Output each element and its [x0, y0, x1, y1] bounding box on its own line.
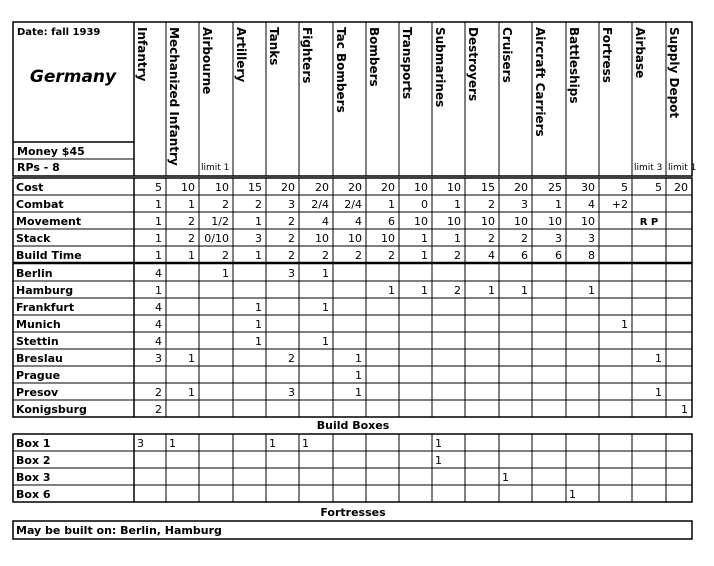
stat-row-value: 3 — [255, 232, 262, 245]
city-row-value: 2 — [454, 284, 461, 297]
stat-row-value: 6 — [555, 249, 562, 262]
stat-row-value: 2 — [222, 198, 229, 211]
build-box-value: 1 — [302, 437, 309, 450]
unit-name-14: Battleships — [567, 27, 581, 104]
city-row-value: 1 — [155, 284, 162, 297]
stat-row-label: Movement — [16, 215, 82, 228]
build-box-value: 3 — [137, 437, 144, 450]
city-row-label: Stettin — [16, 335, 59, 348]
stat-row-value: 1/2 — [211, 215, 229, 228]
stat-row-value: 20 — [348, 181, 362, 194]
build-box-value: 1 — [435, 454, 442, 467]
money-label: Money $45 — [17, 145, 85, 158]
stat-row-label: Cost — [16, 181, 44, 194]
stat-row-value: 10 — [348, 232, 362, 245]
stat-row-value: 5 — [155, 181, 162, 194]
stat-row-value: 1 — [421, 232, 428, 245]
stat-row-value: 10 — [481, 215, 495, 228]
stat-row-value: 2 — [288, 249, 295, 262]
city-row-value: 1 — [355, 386, 362, 399]
stat-row-value: 2 — [188, 232, 195, 245]
stat-row-value: 3 — [588, 232, 595, 245]
stat-row-value: 2 — [288, 232, 295, 245]
city-row-label: Konigsburg — [16, 403, 87, 416]
stat-row-value: 10 — [581, 215, 595, 228]
stat-row-value: 20 — [315, 181, 329, 194]
build-box-label: Box 3 — [16, 471, 51, 484]
city-row-value: 1 — [655, 386, 662, 399]
city-row-value: 1 — [681, 403, 688, 416]
city-row-value: 1 — [188, 352, 195, 365]
unit-name-10: Submarines — [433, 27, 447, 108]
stat-row-value: 10 — [548, 215, 562, 228]
rps-label: RPs - 8 — [17, 161, 60, 174]
stat-row-value: 10 — [414, 215, 428, 228]
city-row-value: 1 — [355, 352, 362, 365]
city-row-label: Munich — [16, 318, 61, 331]
unit-name-17: Supply Depot — [667, 27, 681, 119]
stat-row-value: 4 — [322, 215, 329, 228]
stat-row-value: 10 — [447, 215, 461, 228]
stat-row-value: 10 — [315, 232, 329, 245]
stat-row-value: 0/10 — [204, 232, 229, 245]
unit-name-4: Artillery — [234, 27, 248, 83]
stat-row-value: 10 — [181, 181, 195, 194]
stat-row-value: 1 — [155, 249, 162, 262]
build-box-value: 1 — [169, 437, 176, 450]
stat-row-value: 6 — [521, 249, 528, 262]
city-row-value: 3 — [288, 267, 295, 280]
stat-row-value: 1 — [188, 249, 195, 262]
stat-row-value: 1 — [155, 232, 162, 245]
city-row-value: 1 — [322, 335, 329, 348]
build-box-value: 1 — [435, 437, 442, 450]
stat-row-value: 10 — [447, 181, 461, 194]
unit-limit-3: limit 1 — [201, 163, 230, 173]
stat-row-value: 1 — [155, 215, 162, 228]
unit-name-5: Tanks — [267, 27, 281, 66]
stat-row-value: 1 — [255, 215, 262, 228]
stat-row-value: 1 — [155, 198, 162, 211]
stat-row-value: 2 — [255, 198, 262, 211]
unit-name-11: Destroyers — [466, 27, 480, 102]
stat-row-value: 2 — [222, 249, 229, 262]
stat-row-value: 25 — [548, 181, 562, 194]
unit-name-3: Airbourne — [200, 27, 214, 95]
city-row-value: 1 — [621, 318, 628, 331]
city-row-label: Berlin — [16, 267, 53, 280]
city-row-value: 2 — [288, 352, 295, 365]
stat-row-value: 5 — [655, 181, 662, 194]
city-row-value: 3 — [155, 352, 162, 365]
city-row-value: 2 — [155, 403, 162, 416]
stat-row-value: 3 — [521, 198, 528, 211]
stat-row-value: 15 — [481, 181, 495, 194]
stat-row-value: 1 — [454, 198, 461, 211]
stat-row-value: 4 — [588, 198, 595, 211]
header-frame — [13, 22, 692, 176]
stat-row-value: 1 — [388, 198, 395, 211]
city-row-value: 1 — [255, 335, 262, 348]
stat-row-value: 2 — [188, 215, 195, 228]
build-box-value: 1 — [569, 488, 576, 501]
stat-row-value: 2 — [355, 249, 362, 262]
stat-row-label: Build Time — [16, 249, 82, 262]
stat-row-value: 10 — [414, 181, 428, 194]
unit-name-7: Tac Bombers — [334, 27, 348, 113]
stat-row-value: 2 — [454, 249, 461, 262]
stat-row-value: 2/4 — [311, 198, 329, 211]
build-box-label: Box 2 — [16, 454, 51, 467]
unit-name-1: Infantry — [135, 27, 149, 82]
stat-row-value: 15 — [248, 181, 262, 194]
stat-row-value: 1 — [555, 198, 562, 211]
city-row-value: 1 — [521, 284, 528, 297]
city-row-value: 1 — [255, 318, 262, 331]
stat-row-value: 20 — [281, 181, 295, 194]
city-row-value: 1 — [255, 301, 262, 314]
city-row-value: 4 — [155, 318, 162, 331]
city-row-value: 1 — [222, 267, 229, 280]
city-row-label: Prague — [16, 369, 61, 382]
build-box-label: Box 1 — [16, 437, 51, 450]
stat-row-value: 10 — [381, 232, 395, 245]
stat-row-value: 4 — [355, 215, 362, 228]
stat-row-value: 10 — [514, 215, 528, 228]
city-row-value: 1 — [188, 386, 195, 399]
city-row-value: 1 — [388, 284, 395, 297]
city-row-value: 4 — [155, 301, 162, 314]
stat-row-value: 30 — [581, 181, 595, 194]
stat-row-value: 1 — [188, 198, 195, 211]
unit-name-15: Fortress — [600, 27, 614, 83]
stat-row-value: 3 — [288, 198, 295, 211]
unit-name-9: Transports — [400, 27, 414, 100]
stat-row-value: 2 — [488, 198, 495, 211]
city-row-value: 1 — [322, 301, 329, 314]
stat-row-label: Stack — [16, 232, 51, 245]
stat-row-value: 2/4 — [344, 198, 362, 211]
stat-row-value: 1 — [454, 232, 461, 245]
fortresses-title: Fortresses — [320, 506, 386, 519]
city-row-value: 1 — [588, 284, 595, 297]
build-box-value: 1 — [502, 471, 509, 484]
build-box-value: 1 — [269, 437, 276, 450]
stat-row-value: 2 — [521, 232, 528, 245]
stat-row-value: 2 — [288, 215, 295, 228]
stat-row-value: 20 — [674, 181, 688, 194]
stat-row-value: 0 — [421, 198, 428, 211]
build-box-label: Box 6 — [16, 488, 51, 501]
city-row-value: 1 — [488, 284, 495, 297]
unit-name-13: Aircraft Carriers — [533, 27, 547, 137]
unit-name-16: Airbase — [633, 27, 647, 79]
city-row-value: 4 — [155, 335, 162, 348]
city-row-value: 2 — [155, 386, 162, 399]
stat-row-value: 4 — [488, 249, 495, 262]
city-row-value: 1 — [355, 369, 362, 382]
stat-row-value: 20 — [514, 181, 528, 194]
unit-name-2: Mechanized Infantry — [167, 27, 181, 166]
city-row-value: 4 — [155, 267, 162, 280]
stat-row-value: 8 — [588, 249, 595, 262]
stat-row-value: R P — [639, 217, 659, 228]
stat-row-value: 5 — [621, 181, 628, 194]
stat-row-value: +2 — [611, 198, 628, 211]
unit-name-8: Bombers — [367, 27, 381, 87]
stat-row-value: 2 — [388, 249, 395, 262]
city-row-label: Presov — [16, 386, 59, 399]
stat-row-value: 2 — [322, 249, 329, 262]
stat-row-value: 2 — [488, 232, 495, 245]
city-row-value: 1 — [421, 284, 428, 297]
stat-row-value: 1 — [421, 249, 428, 262]
stat-row-value: 3 — [555, 232, 562, 245]
unit-limit-16: limit 3 — [634, 163, 663, 173]
city-row-value: 1 — [655, 352, 662, 365]
city-row-value: 3 — [288, 386, 295, 399]
stat-row-value: 1 — [255, 249, 262, 262]
country-title: Germany — [29, 67, 117, 87]
city-row-label: Hamburg — [16, 284, 74, 297]
city-row-label: Frankfurt — [16, 301, 75, 314]
build-boxes-title: Build Boxes — [316, 419, 390, 432]
stat-row-label: Combat — [16, 198, 64, 211]
unit-name-6: Fighters — [300, 27, 314, 84]
stat-row-value: 10 — [215, 181, 229, 194]
stat-row-value: 6 — [388, 215, 395, 228]
fortresses-note: May be built on: Berlin, Hamburg — [16, 524, 222, 537]
date-label: Date: fall 1939 — [17, 27, 101, 38]
city-row-value: 1 — [322, 267, 329, 280]
stat-row-value: 20 — [381, 181, 395, 194]
unit-limit-17: limit 1 — [668, 163, 697, 173]
city-row-label: Breslau — [16, 352, 63, 365]
unit-name-12: Cruisers — [500, 27, 514, 83]
